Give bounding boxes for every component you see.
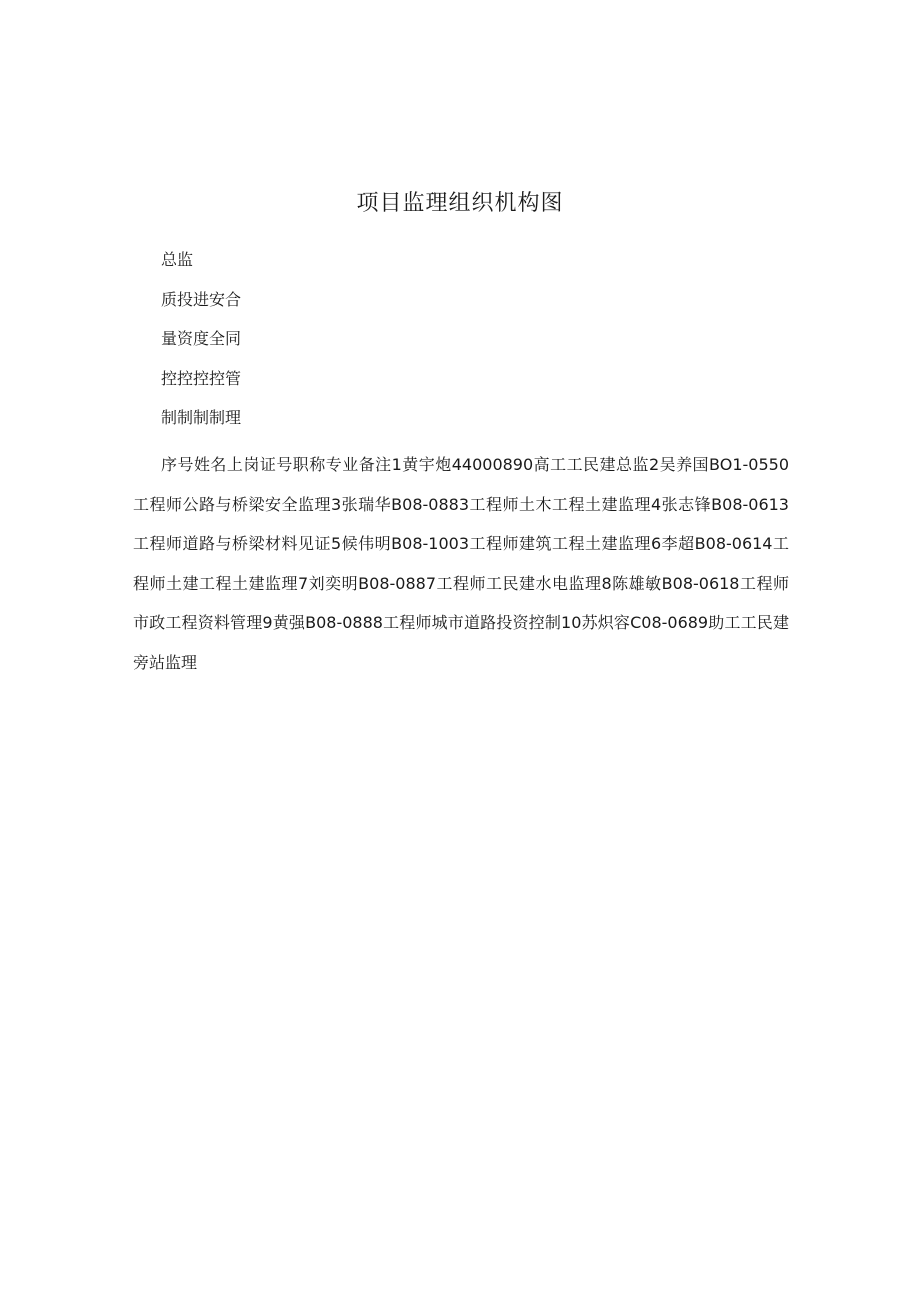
staff-list-paragraph: 序号姓名上岗证号职称专业备注1黄宇炮44000890高工工民建总监2吴养国BO1-0550工程师公路与桥梁安全监理3张瑞华B08-0883工程师土木工程土建监理4张志锋B08-0613工程师道路与桥梁材料见证5候伟明B08-1003工程师建筑工程土建监理6李超B08-0614工程师土建工程土建监理7刘奕明B08-0887工程师工民建水电监理8陈雄敏B08-0618工程师市政工程资料管理9黄强B08-0888工程师城市道路投资控制10苏炽容C08-0689助工工民建旁站监理 — [133, 455, 789, 672]
role-line-4: 制制制制理 — [161, 408, 242, 427]
role-lines — [161, 248, 241, 446]
role-line-3: 控控控控管 — [161, 368, 242, 388]
role-line-chief: 总监 — [161, 250, 194, 269]
document-title: 项目监理组织机构图 — [356, 191, 564, 216]
role-line-2: 量资度全同 — [161, 329, 242, 348]
role-line-1: 质投进安合 — [161, 289, 242, 309]
